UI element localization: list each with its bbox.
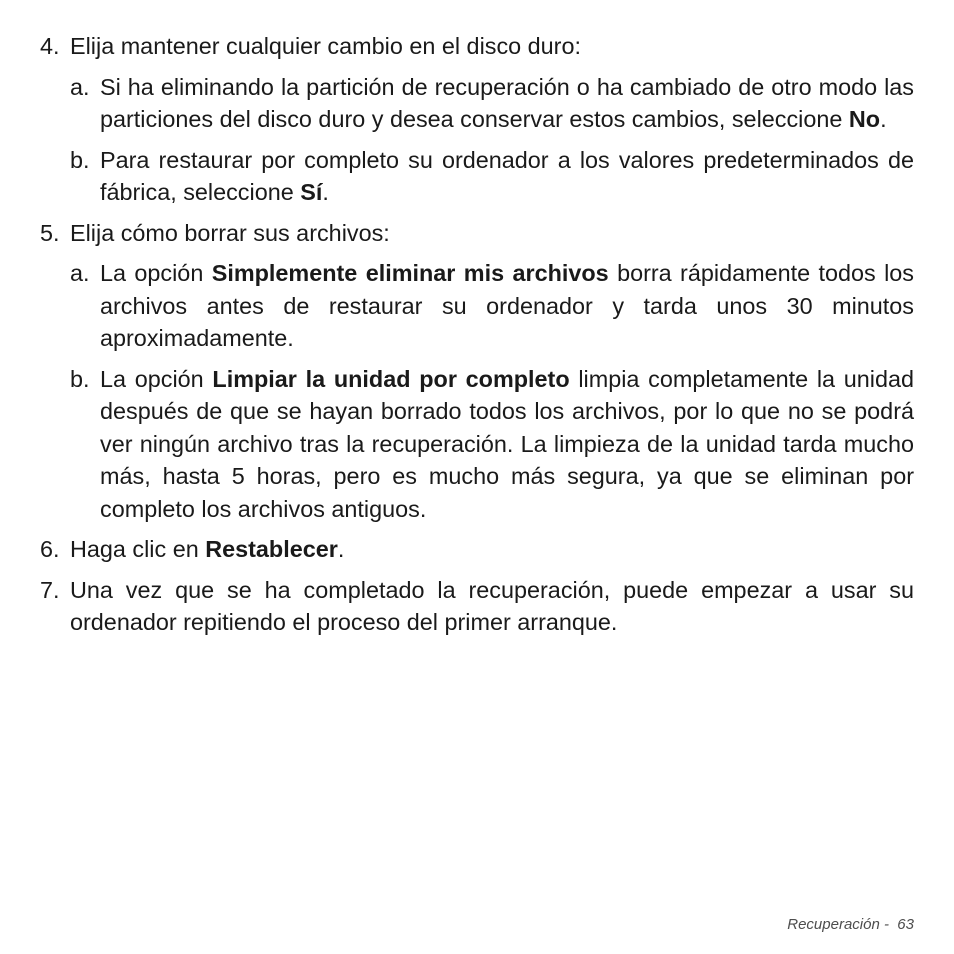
substep-letter: a.	[70, 73, 90, 100]
step-number: 6.	[40, 536, 60, 562]
substep-list	[70, 71, 914, 209]
substep-text: Si ha eliminando la partición de recuperación o ha cambiado de otro modo las particiones del disco duro y desea conservar estos cambios, seleccione	[100, 73, 914, 132]
step-text-end: .	[337, 536, 345, 562]
option-simplemente-eliminar: Simplemente eliminar mis archivos	[211, 260, 609, 286]
step-text: Haga clic en	[70, 536, 206, 562]
option-limpiar-unidad: Limpiar la unidad por completo	[212, 365, 570, 392]
step-number: 4.	[40, 33, 60, 59]
step-text: Una vez que se ha completado la recuperación, puede empezar a usar su ordenador repitiendo el proceso del primer arranque.	[70, 576, 914, 635]
option-no: No	[848, 106, 881, 132]
substep-text: La opción	[100, 260, 212, 286]
substep-text-end: .	[322, 179, 329, 205]
substep-5b	[70, 363, 914, 526]
substep-list	[70, 257, 914, 525]
substep-5a	[70, 257, 914, 355]
step-6	[40, 533, 914, 566]
substep-letter: a.	[70, 260, 90, 286]
substep-text: La opción	[100, 365, 213, 392]
substep-text-end: limpia completamente la unidad después de que se hayan borrado todos los archivos, por lo que no se podrá ver ningún archivo tras la recuperación. La limpieza de la unidad tarda mucho más, hasta 5 horas, pero es mucho más segura, ya que se eliminan por completo los archivos antiguos.	[100, 365, 914, 522]
substep-letter: b.	[70, 365, 90, 392]
step-7	[40, 574, 914, 639]
substep-text: Para restaurar por completo su ordenador a los valores predeterminados de fábrica, seleccione	[100, 146, 914, 205]
step-number: 5.	[40, 219, 60, 246]
step-5	[40, 217, 914, 526]
substep-4a	[70, 71, 914, 136]
page-footer: Recuperación - 63	[787, 916, 914, 933]
step-4	[40, 30, 914, 209]
substep-text-end: .	[880, 106, 887, 132]
option-si: Sí	[300, 179, 323, 205]
option-restablecer: Restablecer	[205, 536, 338, 562]
step-text: Elija cómo borrar sus archivos:	[70, 219, 390, 246]
substep-4b	[70, 144, 914, 209]
step-number: 7.	[40, 576, 60, 603]
substep-text-end: borra rápidamente todos los archivos antes de restaurar su ordenador y tarda unos 30 minutos aproximadamente.	[100, 260, 914, 351]
substep-letter: b.	[70, 146, 90, 173]
step-text: Elija mantener cualquier cambio en el disco duro:	[70, 33, 581, 59]
document-body	[40, 30, 914, 647]
